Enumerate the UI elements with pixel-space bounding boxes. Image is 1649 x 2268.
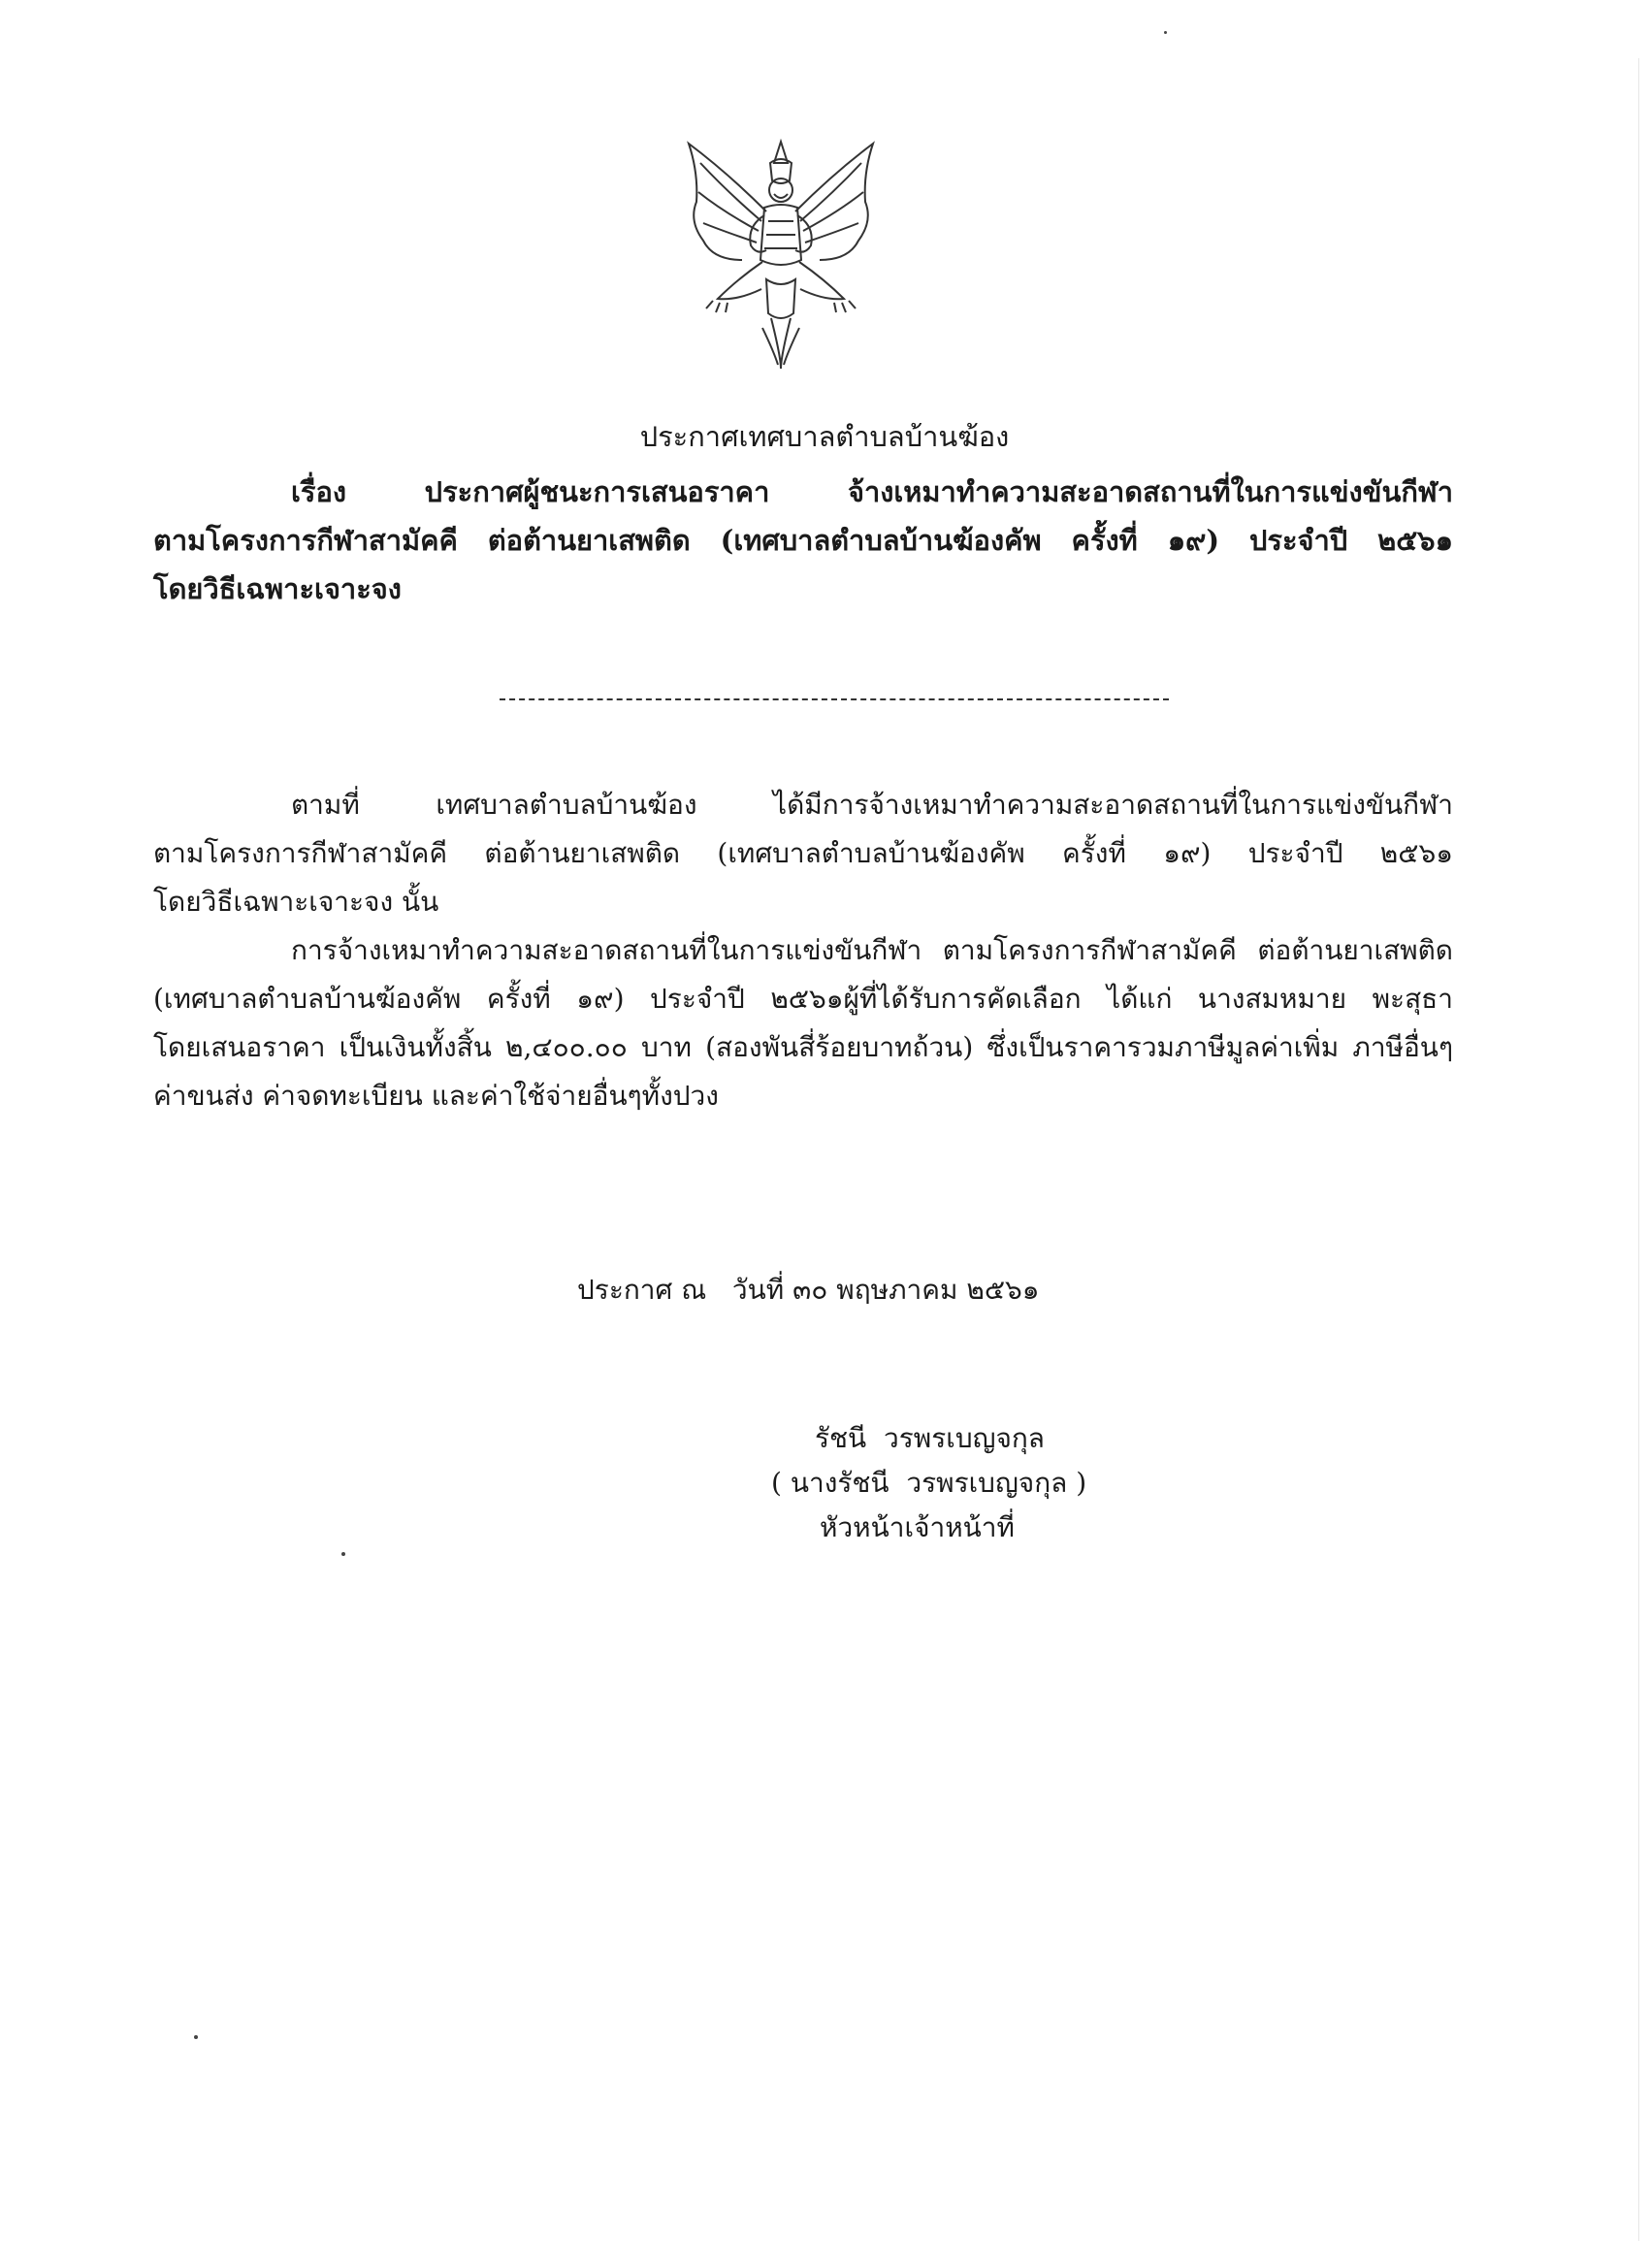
document-heading: ประกาศเทศบาลตำบลบ้านฆ้อง: [639, 420, 1010, 453]
subject-line-3: โดยวิธีเฉพาะเจาะจง: [153, 572, 402, 605]
garuda-emblem-icon: [669, 134, 892, 376]
signature-block: [718, 1416, 1164, 1550]
paragraph-1-line-3: โดยวิธีเฉพาะเจาะจง นั้น: [153, 886, 439, 918]
subject-line-1: เรื่อง ประกาศผู้ชนะการเสนอราคา จ้างเหมาทำความสะอาดสถานที่ในการแข่งขันกีฬา: [291, 475, 1453, 508]
scan-edge-line: [1638, 58, 1639, 2241]
paragraph-2-line-3: โดยเสนอราคา เป็นเงินทั้งสิ้น ๒,๔๐๐.๐๐ บาท (สองพันสี่ร้อยบาทถ้วน) ซึ่งเป็นราคารวมภาษีมูลค่าเพิ่ม ภาษีอื่นๆ: [153, 1031, 1453, 1063]
paragraph-1-line-2: ตามโครงการกีฬาสามัคคี ต่อต้านยาเสพติด (เทศบาลตำบลบ้านฆ้องคัพ ครั้งที่ ๑๙) ประจำปี ๒๕๖๑: [153, 837, 1453, 869]
dashed-divider: [500, 698, 1169, 700]
signature-full-name: ( นางรัชนี วรพรเบญจกุล ): [771, 1467, 1087, 1499]
paragraph-2-line-1: การจ้างเหมาทำความสะอาดสถานที่ในการแข่งขันกีฬา ตามโครงการกีฬาสามัคคี ต่อต้านยาเสพติด: [291, 934, 1453, 966]
document-body: [153, 781, 1453, 1120]
scan-speck: [1164, 31, 1167, 34]
subject-line-2: ตามโครงการกีฬาสามัคคี ต่อต้านยาเสพติด (เทศบาลตำบลบ้านฆ้องคัพ ครั้งที่ ๑๙) ประจำปี ๒๕๖๑: [153, 524, 1453, 557]
paragraph-1-line-1: ตามที่ เทศบาลตำบลบ้านฆ้อง ได้มีการจ้างเหมาทำความสะอาดสถานที่ในการแข่งขันกีฬา: [291, 789, 1453, 821]
signature-position: หัวหน้าเจ้าหน้าที่: [820, 1511, 1015, 1543]
paragraph-2-line-2: (เทศบาลตำบลบ้านฆ้องคัพ ครั้งที่ ๑๙) ประจำปี ๒๕๖๑ผู้ที่ได้รับการคัดเลือก ได้แก่ นางสมหมาย พะสุธา: [153, 983, 1453, 1015]
announcement-date: ประกาศ ณ วันที่ ๓๐ พฤษภาคม ๒๕๖๑: [577, 1274, 1040, 1306]
scan-speck: [341, 1552, 345, 1556]
document-subject: [153, 468, 1453, 613]
scan-speck: [194, 2035, 198, 2039]
paragraph-2-line-4: ค่าขนส่ง ค่าจดทะเบียน และค่าใช้จ่ายอื่นๆทั้งปวง: [153, 1080, 719, 1112]
signature-name: รัชนี วรพรเบญจกุล: [815, 1422, 1045, 1454]
